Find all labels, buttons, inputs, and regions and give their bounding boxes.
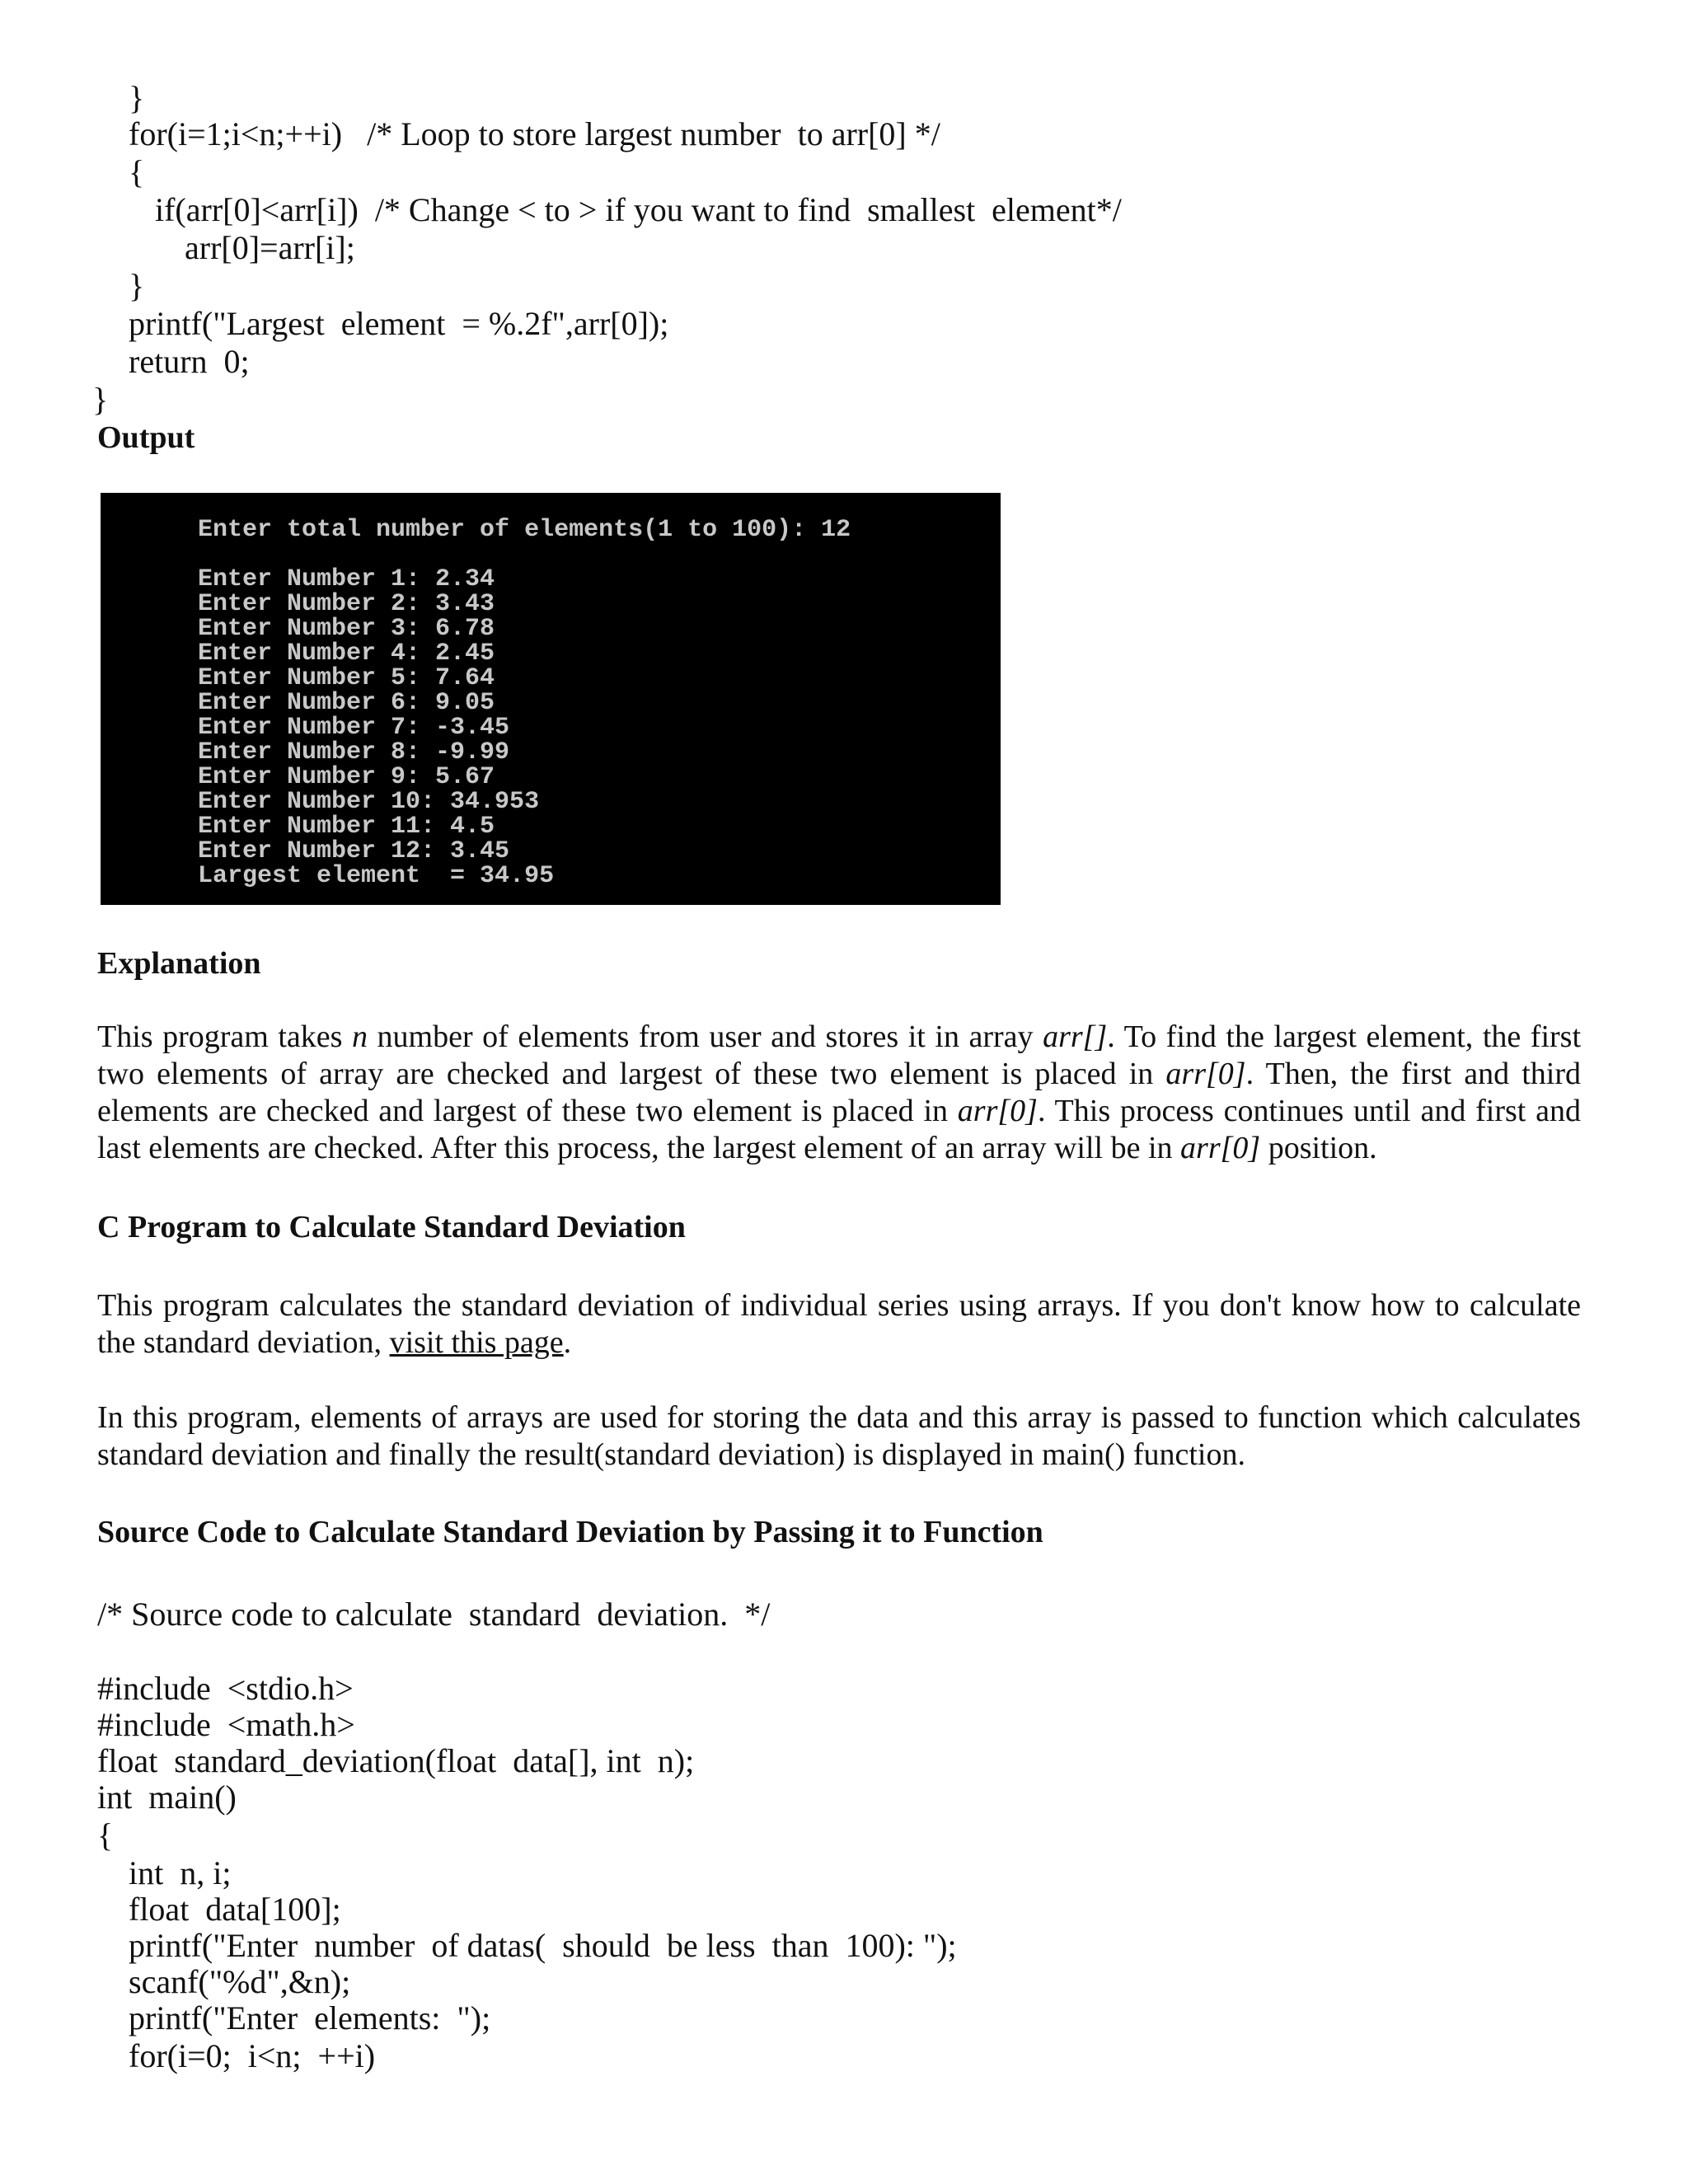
code-line: float standard_deviation(float data[], int n); (97, 1742, 695, 1779)
console-result: Largest element = 34.95 (198, 862, 555, 890)
code-line: if(arr[0]<arr[i]) /* Change < to > if you want to find smallest element*/ (155, 191, 1122, 228)
explanation-paragraph: This program takes n number of elements from user and stores it in array arr[]. To find the largest element, the first two elements of array are checked and largest of these two element is placed in arr[0]. Then, the first and third elements are checked and largest of these two element is placed in arr[0]. This process continues until and first and last elements are checked. After this process, the largest element of an array will be in arr[0] position. (97, 1019, 1581, 1165)
code-line: #include <math.h> (97, 1706, 355, 1743)
visit-this-page-link[interactable]: visit this page (389, 1325, 564, 1360)
console-line: Enter Number 8: -9.99 (198, 738, 510, 766)
console-output (101, 493, 1001, 905)
code-line: #include <stdio.h> (97, 1670, 354, 1707)
std-deviation-heading: C Program to Calculate Standard Deviation (97, 1210, 686, 1244)
console-line: Enter Number 10: 34.953 (198, 788, 540, 816)
console-line: Enter Number 3: 6.78 (198, 615, 495, 643)
console-line: Enter Number 6: 9.05 (198, 689, 495, 717)
code-line: printf("Enter elements: "); (129, 1999, 491, 2036)
code-line: return 0; (129, 343, 250, 380)
code-line: int n, i; (129, 1854, 232, 1891)
console-line: Enter Number 5: 7.64 (198, 664, 495, 692)
source-code-heading: Source Code to Calculate Standard Deviation by Passing it to Function (97, 1515, 1043, 1549)
console-line: Enter Number 9: 5.67 (198, 763, 495, 791)
console-prompt: Enter total number of elements(1 to 100): 12 (198, 516, 851, 544)
code-line: { (97, 1816, 114, 1854)
explanation-heading: Explanation (97, 946, 261, 981)
code-line: printf("Enter number of datas( should be less than 100): "); (129, 1927, 957, 1964)
code-comment: /* Source code to calculate standard deviation. */ (97, 1596, 771, 1633)
code-line: } (129, 79, 145, 116)
console-line: Enter Number 11: 4.5 (198, 813, 495, 841)
console-line: Enter Number 2: 3.43 (198, 590, 495, 618)
code-line: { (129, 153, 145, 190)
code-line: } (92, 381, 109, 418)
code-line: float data[100]; (129, 1891, 341, 1928)
output-heading: Output (97, 420, 195, 455)
std-description-paragraph: In this program, elements of arrays are used for storing the data and this array is passed to function which calculates standard deviation and finally the result(standard deviation) is displayed in main() function. (97, 1400, 1581, 1472)
code-line: int main() (97, 1779, 237, 1816)
code-line: scanf("%d",&n); (129, 1963, 351, 2000)
console-line: Enter Number 7: -3.45 (198, 714, 510, 742)
code-line: for(i=1;i<n;++i) /* Loop to store largest number to arr[0] */ (129, 115, 940, 152)
code-line: } (129, 267, 145, 304)
code-line: for(i=0; i<n; ++i) (129, 2037, 376, 2074)
console-line: Enter Number 12: 3.45 (198, 837, 510, 865)
code-line: arr[0]=arr[i]; (185, 229, 355, 266)
console-line: Enter Number 4: 2.45 (198, 640, 495, 668)
console-line: Enter Number 1: 2.34 (198, 565, 495, 593)
std-intro-paragraph: This program calculates the standard deviation of individual series using arrays. If you don't know how to calculate the standard deviation, visit this page. (97, 1288, 1581, 1360)
code-line: printf("Largest element = %.2f",arr[0]); (129, 305, 669, 342)
